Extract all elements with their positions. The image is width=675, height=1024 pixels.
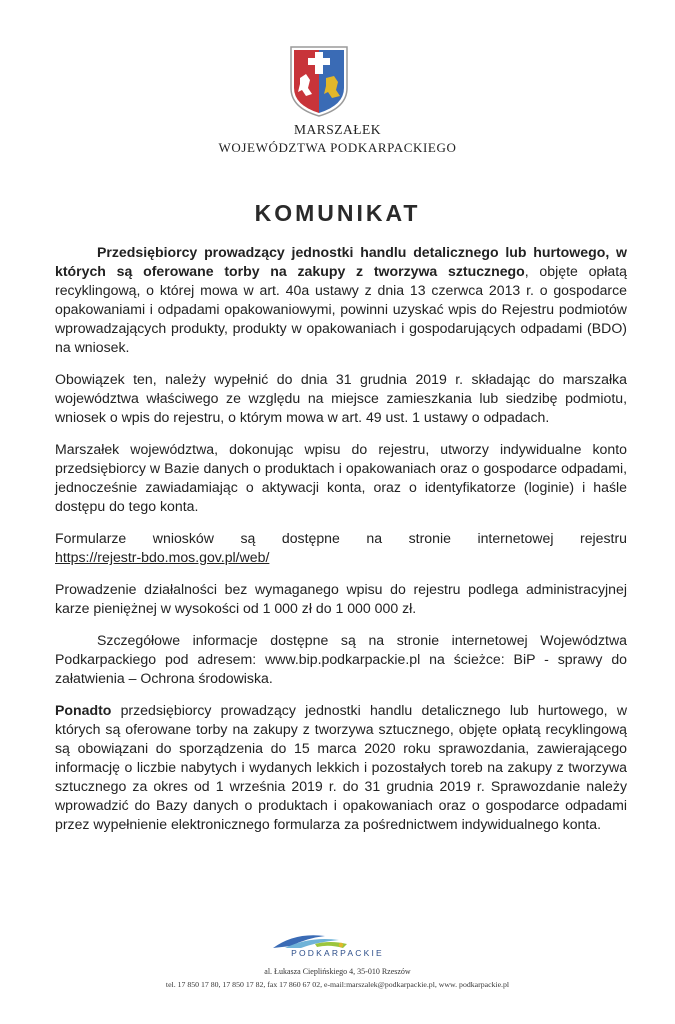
footer-address: al. Łukasza Cieplińskiego 4, 35-010 Rzeszów [264,967,411,976]
paragraph-3: Marszałek województwa, dokonując wpisu do rejestru, utworzy indywidualne konto przedsiębiorcy w Bazie danych o produktach i opakowaniach oraz o gospodarce odpadami, jednocześnie zawiadamiając o aktywacji konta, oraz o identyfikatorze (loginie) i haśle dostępu do tego konta. [55,441,627,514]
paragraph-7-bold: Ponadto [55,702,112,718]
footer-brand-name: PODKARPACKIE [291,948,384,958]
issuer-subtitle: WOJEWÓDZTWA PODKARPACKIEGO [218,140,457,155]
issuer-title: MARSZAŁEK [293,122,381,137]
paragraph-5: Prowadzenie działalności bez wymaganego wpisu do rejestru podlega administracyjnej karze pieniężnej w wysokości od 1 000 zł do 1 000 000 zł. [55,581,627,616]
paragraph-1 [55,243,627,357]
paragraph-4 [55,529,627,567]
paragraph-6: Szczegółowe informacje dostępne są na stronie internetowej Województwa Podkarpackiego pod adresem: www.bip.podkarpackie.pl na ścieżce: BiP - sprawy do załatwienia – Ochrona środowiska. [55,632,627,686]
coat-of-arms-emblem [288,44,350,118]
paragraph-1-bold: Przedsiębiorcy prowadzący jednostki handlu detalicznego lub hurtowego, w których są oferowane torby na zakupy z tworzywa sztucznego [55,244,627,279]
paragraph-4-text: Formularze wniosków są dostępne na stronie internetowej rejestru [55,530,627,546]
paragraph-1-text: , objęte opłatą recyklingową, o której mowa w art. 40a ustawy z dnia 13 czerwca 2013 r. o gospodarce opakowaniami i odpadami opakowaniowymi, powinni uzyskać wpis do Rejestru podmiotów wprowadzających produkty, produkty w opakowaniach i gospodarujących odpadami (BDO) na wniosek. [55,263,627,355]
bdo-register-link[interactable]: https://rejestr-bdo.mos.gov.pl/web/ [55,549,270,565]
document-title: KOMUNIKAT [254,200,421,226]
paragraph-2: Obowiązek ten, należy wypełnić do dnia 31 grudnia 2019 r. składając do marszałka województwa właściwego ze względu na miejsce zamieszkania lub siedzibę podmiotu, wniosek o wpis do rejestru, o którym mowa w art. 49 ust. 1 ustawy o odpadach. [55,371,627,425]
document-body [55,243,627,847]
footer-contact: tel. 17 850 17 80, 17 850 17 82, fax 17 860 67 02, e-mail:marszalek@podkarpackie.pl, www. podkarpackie.pl [165,980,510,989]
paragraph-7 [55,701,627,834]
paragraph-7-text: przedsiębiorcy prowadzący jednostki handlu detalicznego lub hurtowego, w których są oferowane torby na zakupy z tworzywa sztucznego, objęte opłatą recyklingową są obowiązani do sporządzenia do 15 marca 2020 roku sprawozdania, zawierającego informację o liczbie nabytych i wydanych lekkich i pozostałych toreb na zakupy z tworzywa sztucznego za okres od 1 września 2019 r. do 31 grudnia 2019 r. Sprawozdanie należy wprowadzić do Bazy danych o produktach i opakowaniach oraz o gospodarce odpadami przez wypełnienie elektronicznego formularza za pośrednictwem indywidualnego konta. [55,702,627,832]
